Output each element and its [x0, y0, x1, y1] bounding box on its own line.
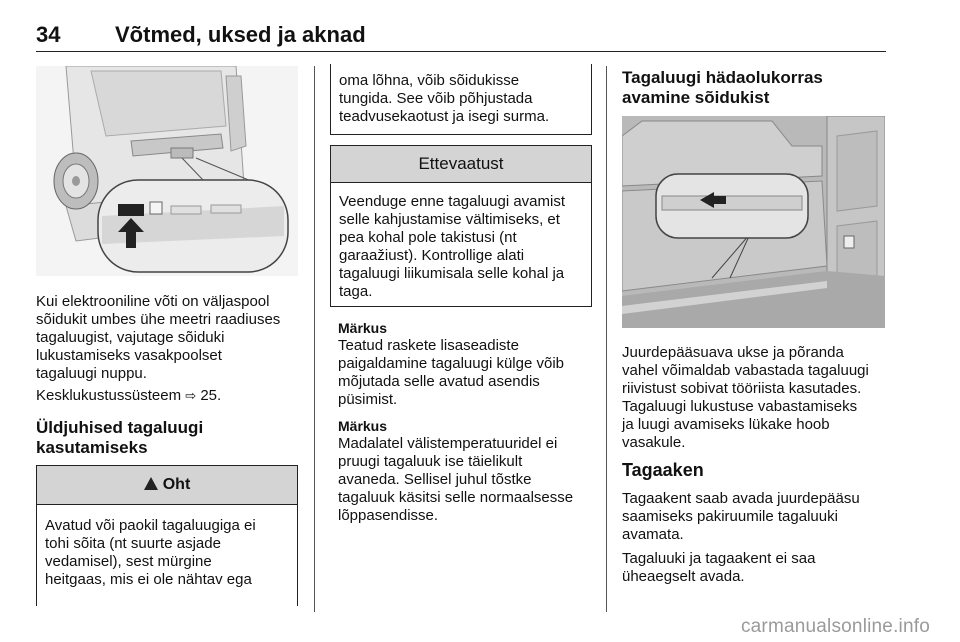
col1-paragraph-2: Kesklukustussüsteem ⇨ 25.: [36, 387, 222, 404]
header-divider: [36, 51, 886, 52]
tailgate-interior-illustration: [622, 116, 885, 328]
col3-heading-2: Tagaaken: [622, 460, 704, 480]
warning-box-header: Oht: [37, 466, 297, 505]
page-reference-icon: ⇨: [185, 388, 197, 403]
note-1-label: Märkus: [338, 320, 388, 336]
caution-box-header: Ettevaatust: [331, 146, 591, 183]
warning-box-continued: oma lõhna, võib sõidukisse tungida. See võib põhjustada teadvusekaotust ja isegi surma.: [330, 64, 592, 135]
note-2-text: Madalatel välistemperatuuridel ei pruugi tagaluuk ise täielikult avaneda. Sellisel juhul tõstke tagaluuk käsitsi selle normaalsesse lõppasendisse.: [338, 435, 574, 524]
note-2: [338, 418, 598, 525]
col3-paragraph-3: Tagaluuki ja tagaakent ei saa üheaegselt avada.: [622, 550, 816, 585]
col3-heading: Tagaluugi hädaolukorras avamine sõidukist: [622, 68, 823, 107]
col1-paragraph-1: Kui elektrooniline võti on väljaspool sõidukit umbes ühe meetri raadiuses tagaluugist, vajutage sõiduki lukustamiseks vasakpoolset tagaluugi nuppu.: [36, 293, 281, 382]
warning-box-body: Avatud või paokil tagaluugiga ei tohi sõita (nt suurte asjade vedamisel), sest mürgine heitgaas, mis ei ole nähtav ega: [45, 517, 256, 588]
caution-box: [330, 145, 592, 307]
column-divider-2: [606, 66, 607, 612]
note-1-text: Teatud raskete lisaseadiste paigaldamine tagaluugi külge võib mõjutada selle avatud asendis püsimist.: [338, 337, 564, 408]
note-2-label: Märkus: [338, 418, 388, 434]
col1-heading: Üldjuhised tagaluugi kasutamiseks: [36, 418, 204, 457]
warning-icon: [144, 477, 158, 490]
col3-paragraph-2: Tagaakent saab avada juurdepääsu saamiseks pakiruumile tagaluuki avamata.: [622, 490, 860, 543]
page-title: Võtmed, uksed ja aknad: [115, 22, 366, 47]
note-1: [338, 320, 598, 409]
watermark: carmanualsonline.info: [740, 616, 930, 637]
warning-box: [36, 465, 298, 606]
tailgate-exterior-illustration: [36, 66, 298, 276]
caution-box-body: Veenduge enne tagaluugi avamist selle kahjustamise vältimiseks, et pea kohal pole takistusi (nt garaažiust). Kontrollige alati tagaluugi liikumisala selle kohal ja taga.: [339, 193, 566, 300]
page-number: 34: [36, 22, 61, 47]
column-divider-1: [314, 66, 315, 612]
col3-paragraph-1: Juurdepääsuava ukse ja põranda vahel võimaldab vabastada tagaluugi riivistust sobivat tööriista kasutades. Tagaluugi lukustuse vabastamiseks ja luugi avamiseks lükake hoob vasakule.: [622, 344, 869, 451]
